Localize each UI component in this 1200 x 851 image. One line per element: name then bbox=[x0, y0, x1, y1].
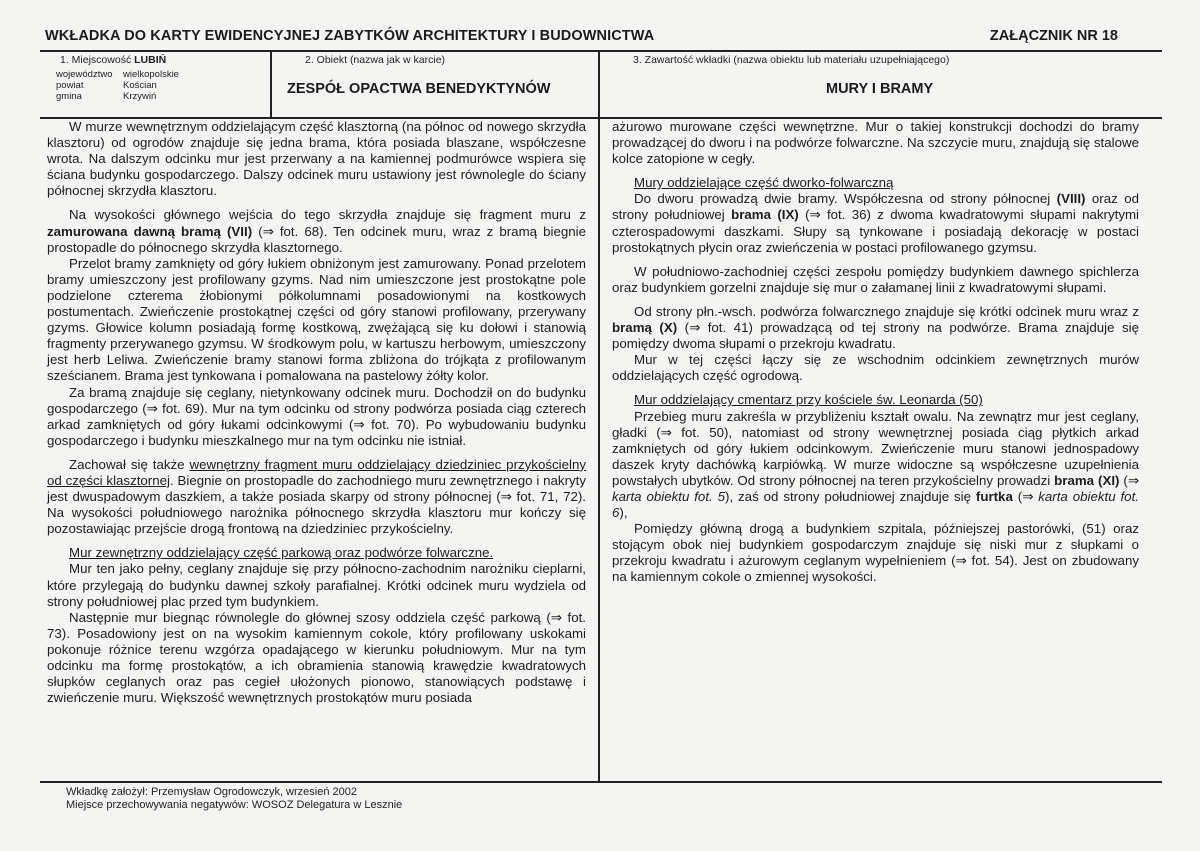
voivodeship-label: województwo bbox=[56, 69, 113, 80]
left-paragraph-2: Na wysokości głównego wejścia do tego skrzydła znajduje się fragment muru z zamurowana dawną bramą (VII) (⇒ fot. 68). Ten odcinek muru, wraz z bramą biegnie prostopadle do północnego skrzydła klasztornego. bbox=[47, 207, 586, 255]
commune-value: Krzywiń bbox=[123, 91, 157, 102]
right-subheading-cemetery-wall: Mur oddzielający cmentarz przy kościele św. Leonarda (50) bbox=[634, 392, 983, 408]
left-subheading-park-wall: Mur zewnętrzny oddzielający część parkową oraz podwórze folwarczne. bbox=[69, 545, 494, 561]
right-paragraph-5: Mur w tej części łączy się ze wschodnim odcinkiem zewnętrznych murów oddzielających część ogrodową. bbox=[612, 352, 1139, 384]
left-column bbox=[47, 119, 586, 706]
county-label: powiat bbox=[56, 80, 84, 91]
bricked-gate-name: zamurowana dawną bramą (VII) bbox=[47, 223, 253, 239]
location-values bbox=[123, 69, 179, 102]
content-name: MURY I BRAMY bbox=[826, 81, 934, 97]
footer-storage: Miejsce przechowywania negatywów: WOSOZ Delegatura w Lesznie bbox=[66, 799, 403, 811]
right-paragraph-4: Od strony płn.-wsch. podwórza folwarcznego znajduje się krótki odcinek muru wraz z bramą (X) (⇒ fot. 41) prowadzącą od tej strony na podwórze. Brama znajduje się pomiędzy dwoma słupami o przekroju kwadratu. bbox=[612, 303, 1139, 352]
box1-label: 1. Miejscowość bbox=[60, 54, 132, 66]
left-paragraph-6: Mur ten jako pełny, ceglany znajduje się przy północno-zachodnim narożniku cieplarni, które przylegają do budynku dawnej szkoły parafialnej. Krótki odcinek muru wydziela od strony południowej plac przed tym budynkiem. bbox=[47, 561, 586, 609]
box1-header bbox=[60, 54, 166, 66]
left-paragraph-4: Za bramą znajduje się ceglany, nietynkowany odcinek muru. Dochodził on do budynku gospodarczego (⇒ fot. 69). Mur na tym odcinku od strony podwórza posiada ciąg czterech arkad zamkniętych od góry łukami odcinkowymi (⇒ fot. 70). Po wybudowaniu budynku gospodarczego i budynku mieszkalnego mur na tym odcinku nie istniał. bbox=[47, 384, 586, 448]
right-paragraph-3: W południowo-zachodniej części zespołu pomiędzy budynkiem dawnego spichlerza oraz budynkiem gorzelni znajduje się mur o załamanej linii z kwadratowymi słupami. bbox=[612, 263, 1139, 295]
body-bottom-rule bbox=[40, 781, 1162, 783]
place-name: LUBIŃ bbox=[134, 54, 167, 66]
left-paragraph-7: Następnie mur biegnąc równolegle do głównej szosy oddziela część parkową (⇒ fot. 73). Posadowiony jest on na wysokim kamiennym cokole, który profilowany uskokami pokonuje różnice terenu wzgórza opadającego w kierunku południowym. Mur na tym odcinku ma formę prostokątów, a ich obramienia stanowią krawędzie kwadratowych słupków ceglanych oraz pas cegieł ułożonych pionowo, stanowiących podstawę i zwieńczenie muru. Większość wewnętrznych prostokątów muru posiada bbox=[47, 609, 586, 706]
top-rule bbox=[40, 50, 1162, 52]
right-paragraph-1: ażurowo murowane części wewnętrzne. Mur o takiej konstrukcji dochodzi do bramy prowadzącej do dworu i na podwórze folwarczne. Na szczycie muru, znajdują się stalowe kolce zatopione w cegły. bbox=[612, 119, 1139, 167]
commune-label: gmina bbox=[56, 91, 82, 102]
box2-label: 2. Obiekt (nazwa jak w karcie) bbox=[305, 54, 446, 66]
right-paragraph-6: Przebieg muru zakreśla w przybliżeniu kształt owalu. Na zewnątrz mur jest ceglany, gładki (⇒ fot. 50), natomiast od strony wewnętrznej posiada ciąg płytkich arkad zamkniętych od góry łukiem odcinkowym. Zwieńczenie muru stanowi jednospadowy daszek kryty dachówką karpiówką. W murze widoczne są współczesne uzupełnienia powstałych ubytków. Od strony północnej na teren przykościelny prowadzi brama (XI) (⇒ karta obiektu fot. 5), zaś od strony południowej znajduje się furtka (⇒ karta obiektu fot. 6), bbox=[612, 408, 1139, 521]
center-divider bbox=[598, 50, 600, 782]
attachment-number: ZAŁĄCZNIK NR 18 bbox=[989, 28, 1118, 44]
right-subheading-manor-walls: Mury oddzielające część dworko-folwarczną bbox=[634, 175, 894, 191]
wicket-gate: furtka bbox=[975, 488, 1013, 504]
inner-wall-fragment: wewnętrzny fragment muru oddzielający dziedziniec przykościelny od części klasztornej bbox=[47, 456, 586, 488]
divider-1-2 bbox=[270, 50, 272, 118]
left-paragraph-5: Zachował się także wewnętrzny fragment muru oddzielający dziedziniec przykościelny od części klasztornej. Biegnie on prostopadle do zachodniego muru zewnętrznego i nakryty jest dwuspadowym daszkiem, a także posiada skarpy od strony północnej (⇒ fot. 71, 72). Na wysokości południowego narożnika północnego skrzydła klasztoru mur kończy się pozostawiając przejście drogą frontową na dziedziniec przykościelny. bbox=[47, 456, 586, 537]
gate-xi: brama (XI) bbox=[1054, 472, 1120, 488]
box3-label: 3. Zawartość wkładki (nazwa obiektu lub materiału uzupełniającego) bbox=[633, 54, 950, 66]
footer-author: Wkładkę założył: Przemysław Ogrodowczyk, wrzesień 2002 bbox=[66, 786, 357, 798]
gate-x: bramą (X) bbox=[612, 320, 678, 336]
right-paragraph-2: Do dworu prowadzą dwie bramy. Współczesna od strony północnej (VIII) oraz od strony południowej brama (IX) (⇒ fot. 36) z dwoma kwadratowymi słupami nakrytymi czterospadowymi daszkami. Słupy są tynkowane i posiadają dekorację w postaci prostokątnych płycin oraz zwieńczenia w postaci profilowanego gzymsu. bbox=[612, 191, 1140, 255]
county-value: Kościan bbox=[123, 80, 157, 91]
left-paragraph-3: Przelot bramy zamknięty od góry łukiem obniżonym jest zamurowany. Ponad przelotem bramy umieszczony jest profilowany gzyms. Nad nim umieszczone jest prostokątne pole podzielone czterema żłobionymi półkolumnami posadowionymi na kostkowych postumentach. Zwieńczenie prostokątnej części od góry stanowi profilowany, przerywany gzyms. Głowice kolumn posiadają formę kostkową, zwężającą się ku dołowi i stanowią fragmenty przerywanego gzymsu. W środkowym polu, w kartuszu herbowym, umieszczony jest herb Leliwa. Zwieńczenie bramy stanowi forma zbliżona do trójkąta z profilowanym sześcianem. Brama jest tynkowana i pomalowana na pastelowy żółty kolor. bbox=[47, 255, 586, 384]
object-name: ZESPÓŁ OPACTWA BENEDYKTYNÓW bbox=[287, 81, 551, 97]
right-column bbox=[612, 119, 1139, 586]
gate-ix: brama (IX) bbox=[731, 207, 799, 223]
right-paragraph-7: Pomiędzy główną drogą a budynkiem szpitala, późniejszej pastorówki, (51) oraz stojącym obok niej budynkiem gospodarczym znajduje się niski mur z słupkami o przekroju kwadratu i ażurowym ceglanym wypełnieniem (⇒ fot. 54). Jest on zbudowany na kamiennym cokole o zmiennej wysokości. bbox=[612, 521, 1139, 585]
left-paragraph-1: W murze wewnętrznym oddzielającym część klasztorną (na północ od nowego skrzydła klasztoru) od ogrodów znajduje się jedna brama, która posiada blaszane, współczesne wrota. Na dalszym odcinku mur jest przerwany a na kamiennej podmurówce wspiera się ściana budynku gospodarczego. Dalszy odcinek muru ustawiony jest równolegle do ściany północnej skrzydła klasztoru. bbox=[47, 119, 586, 199]
location-labels bbox=[56, 69, 113, 102]
voivodeship-value: wielkopolskie bbox=[123, 69, 179, 80]
document-title: WKŁADKA DO KARTY EWIDENCYJNEJ ZABYTKÓW ARCHITEKTURY I BUDOWNICTWA bbox=[45, 28, 655, 44]
